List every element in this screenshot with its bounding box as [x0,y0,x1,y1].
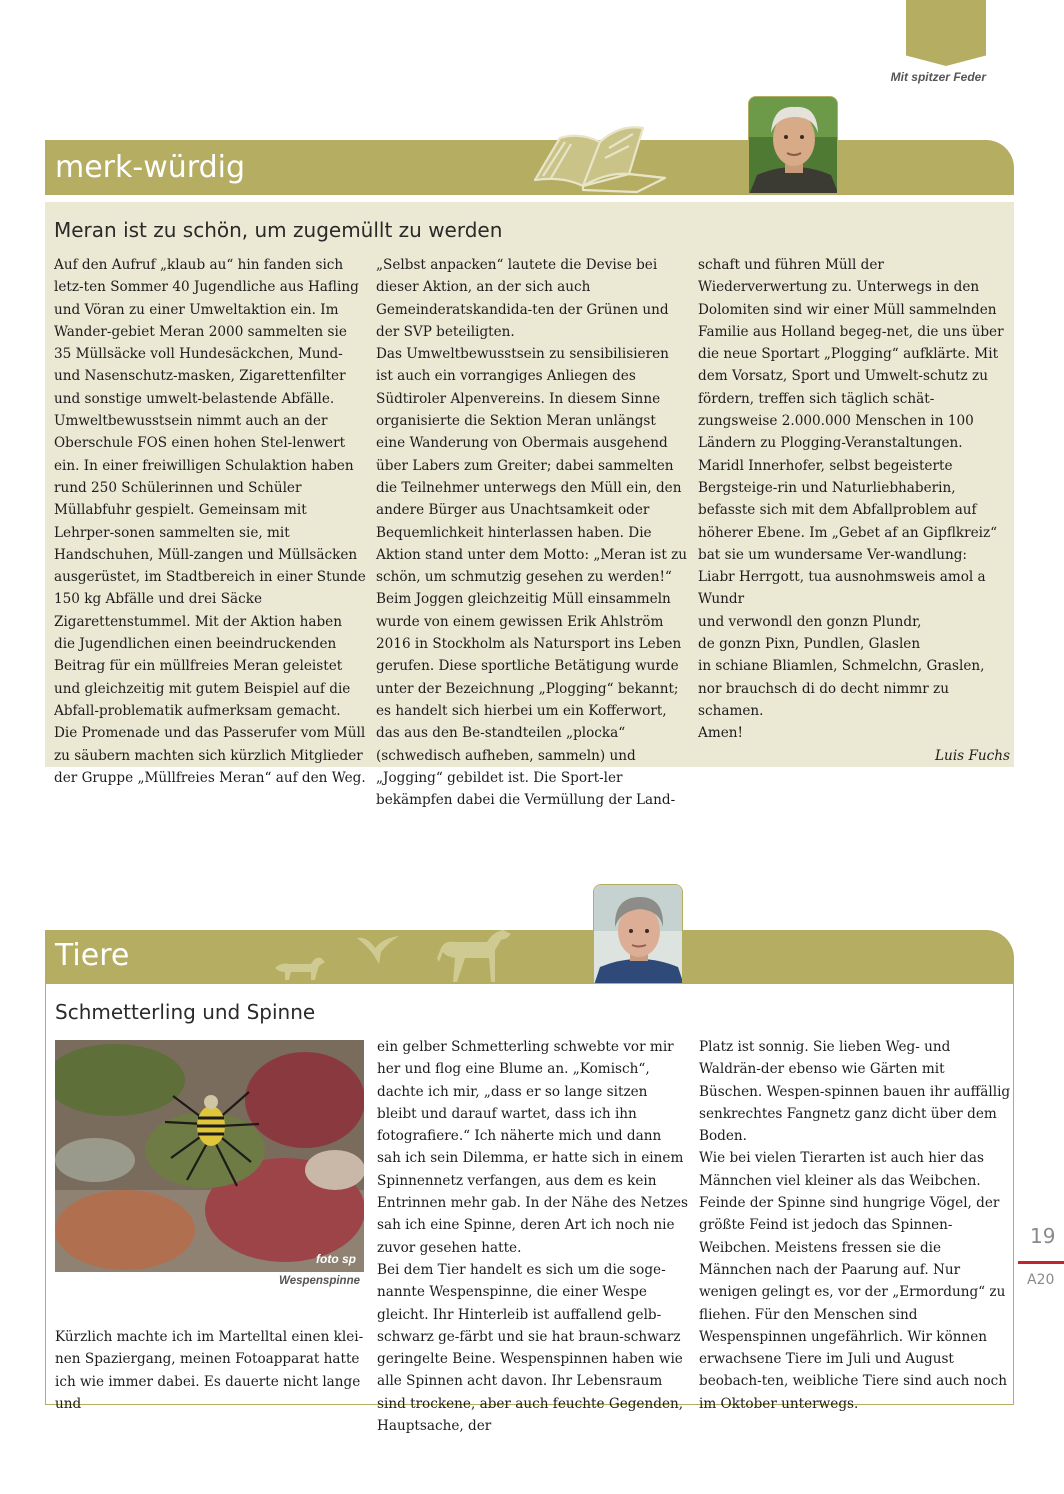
article2-band-title: Tiere [55,938,130,973]
page-divider [1018,1261,1064,1264]
author-portrait [593,884,683,984]
paragraph: ein gelber Schmetterling schwebte vor mir her und flog eine Blume an. „Komisch“, dachte ich mir, „dass er so lange sitzen bleibt und darauf wartet, dass ich ihn fotografiere.“ Ich näherte mich und dann sah ich sein Dilemma, er hatte sich in einem Spinnennetz verfangen, aus dem es kein Entrinnen mehr gab. In der Nähe des Netzes sah ich eine Spinne, deren Art ich noch nie zuvor gesehen hatte. [377,1039,689,1256]
paragraph: Auf den Aufruf „klaub au“ hin fanden sich letz-ten Sommer 40 Jugendliche aus Hafling und Vöran zu einer Umweltaktion ein. Im Wander-gebiet Meran 2000 sammelten sie 35 Müllsäcke voll Hundesäckchen, Mund- und Nasenschutz-masken, Zigarettenfilter und sonstige umwelt-belastende Abfälle. Umweltbewusstsein nimmt auch an der Oberschule FOS einen hohen Stel-lenwert ein. In einer freiwilligen Schulaktion haben rund 250 Schülerinnen und Schüler Müllabfuhr gespielt. Gemeinsam mit Lehrper-sonen sammelten sie, mit Handschuhen, Müll-zangen und Müllsäcken ausgerüstet, im Stadtbereich in einer Stunde 150 kg Abfälle und drei Säcke Zigarettenstummel. Mit der Aktion haben die Jugendlichen einen beeindruckenden Beitrag für ein müllfreies Meran geleistet und gleichzeitig mit gutem Beispiel auf die Abfall-problematik aufmerksam gemacht. [54,257,366,719]
article2-column-1 [55,1326,367,1415]
poem-line: und verwondl den gonzn Plundr, [698,613,922,630]
paragraph: Beim Joggen gleichzeitig Müll einsammeln wurde von einem gewissen Erik Ahlström 2016 in Stockholm als Natursport ins Leben gerufen. Diese sportliche Betätigung wurde unter der Bezeichnung „Plogging“ bekannt; es handelt sich hierbei um ein Kofferwort, das aus den Be-standteilen „plocka“ (schwedisch aufheben, sammeln) und „Jogging“ gebildet ist. Die Sport-ler bekämpfen dabei die Vermüllung der Land- [376,591,682,809]
paragraph: Wie bei vielen Tierarten ist auch hier das Männchen viel kleiner als das Weibchen. Feinde der Spinne sind hungrige Vögel, der größte Feind ist jedoch das Spinnen-Weibchen. Meistens fressen sie die Männchen nach der Paarung auf. Nur wenigen gelingt es, vor der „Ermordung“ zu fliehen. Für den Menschen sind Wespenspinnen ungefährlich. Wir können erwachsene Tiere im Juli und August beobach-ten, weibliche Tiere sind auch noch im Oktober unterwegs. [699,1150,1008,1412]
paragraph: Das Umweltbewusstsein zu sensibilisieren ist auch ein vorrangiges Anliegen des Südtiroler Alpenvereins. In diesem Sinne organisierte die Sektion Meran unlängst eine Wanderung von Obermais ausgehend über Labers zum Greiter; dabei sammelten die Teilnehmer unterwegs den Müll ein, den andere Bürger aus Unachtsamkeit oder Bequemlichkeit hinterlassen haben. Die Aktion stand unter dem Motto: „Meran ist zu schön, um schmutzig gesehen zu werden!“ [376,346,688,586]
paragraph: Platz ist sonnig. Sie lieben Weg- und Waldrän-der ebenso wie Gärten mit Büschen. Wespen-spinnen bauen ihr auffällig senkrechtes Fangnetz ganz dicht über dem Boden. [699,1039,1011,1145]
article2-headline: Schmetterling und Spinne [55,1000,316,1024]
poem-line: nor brauchsch di do decht nimmr zu schamen. [698,680,949,719]
poem-line: Amen! [698,725,743,742]
author-portrait-luis-fuchs [748,96,838,194]
photo-credit: foto sp [316,1252,356,1266]
paragraph: Bei dem Tier handelt es sich um die soge-nannte Wespenspinne, die einer Wespe gleicht. Ihr Hinterleib ist auffallend gelb-schwarz ge-färbt und sie hat braun-schwarz geringelte Beine. Wespenspinnen haben wie alle Spinnen acht davon. Ihr Lebensraum sind trockene, aber auch feuchte Gegenden, Hauptsache, der [377,1261,684,1435]
paragraph: „Selbst anpacken“ lautete die Devise bei dieser Aktion, an der sich auch Gemeinderatskandida-ten der Grünen und der SVP beteiligten. [376,257,669,340]
author-signature: Luis Fuchs [935,747,1010,764]
article1-band-title: merk-würdig [55,150,245,185]
article1-body [45,202,1014,809]
spider-photo [55,1040,364,1272]
poem-line: in schiane Bliamlen, Schmelchn, Graslen, [698,658,985,675]
article2-column-2 [377,1036,689,1437]
photo-caption: Wespenspinne [279,1275,360,1287]
paragraph: schaft und führen Müll der Wiederverwertung zu. Unterwegs in den Dolomiten sind wir einer Müll sammelnden Familie aus Holland begeg-net, die uns über die neue Sportart „Plogging“ aufklärte. Mit dem Vorsatz, Sport und Umwelt-schutz zu fördern, treffen sich täglich schät-zungsweise 2.000.000 Menschen in 100 Ländern zu Plogging-Veranstaltungen. [698,257,1004,452]
article1-column-2 [376,254,688,811]
paragraph: Maridl Innerhofer, selbst begeisterte Bergsteige-rin und Naturliebhaberin, befasste sich mit dem Abfallproblem auf höherer Ebene. Im „Gebet af an Gipflkreiz“ bat sie um wundersame Ver-wandlung: [698,457,998,563]
article2-body [45,984,1014,1435]
article2-title-band [45,930,1014,985]
paragraph: Kürzlich machte ich im Martelltal einen klei-nen Spaziergang, meinen Fotoapparat hatte ich wie immer dabei. Es dauerte nicht lange und [55,1329,364,1412]
article1-column-3 [698,254,1010,767]
article1-headline: Meran ist zu schön, um zugemüllt zu werden [54,218,503,242]
bird-icon [355,932,401,968]
paragraph: Die Promenade und das Passerufer vom Müll zu säubern machten sich kürzlich Mitglieder der Gruppe „Müllfreies Meran“ auf den Weg. [54,725,366,786]
issue-label: A20 [1027,1272,1055,1288]
open-book-icon [525,118,675,196]
article1-column-1 [54,254,366,789]
section-tab-marker [906,0,986,66]
horse-icon [435,928,515,984]
section-label: Mit spitzer Feder [890,70,986,84]
poem-line: Liabr Herrgott, tua ausnohmsweis amol a Wundr [698,569,986,608]
poem-line: de gonzn Pixn, Pundlen, Glaslen [698,636,921,653]
article2-column-3 [699,1036,1011,1415]
page-number: 19 [1030,1224,1056,1248]
article1-title-band [45,140,1014,195]
dachshund-icon [271,950,327,984]
